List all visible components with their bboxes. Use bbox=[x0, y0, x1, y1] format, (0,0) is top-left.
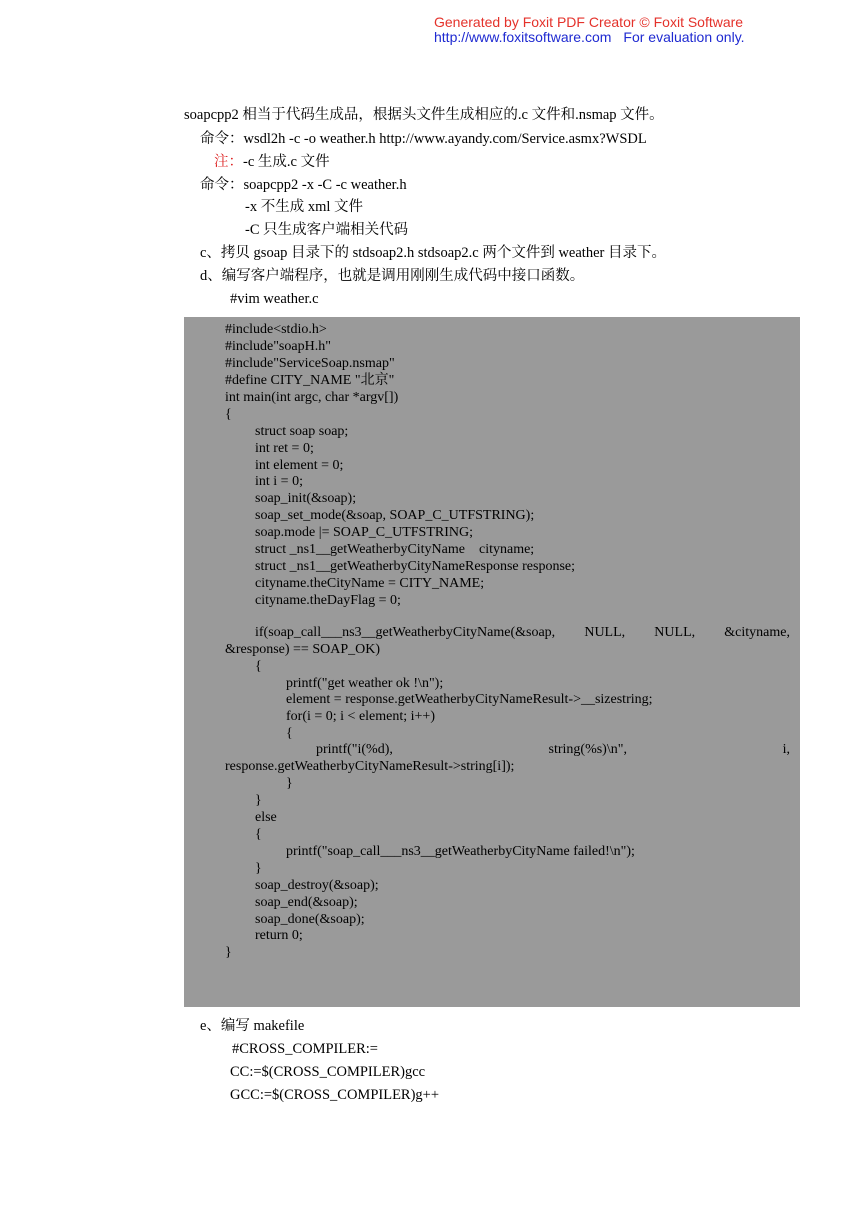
code-line: cityname.theCityName = CITY_NAME; bbox=[255, 576, 485, 591]
code-line: int main(int argc, char *argv[]) bbox=[225, 390, 399, 405]
watermark-note: For evaluation only. bbox=[623, 29, 745, 45]
note-line bbox=[214, 153, 330, 171]
watermark-url: http://www.foxitsoftware.com bbox=[434, 29, 612, 45]
makefile-line: GCC:=$(CROSS_COMPILER)g++ bbox=[230, 1087, 440, 1103]
code-line: soap_end(&soap); bbox=[255, 895, 358, 910]
intro-text: soapcpp2 相当于代码生成品，根据头文件生成相应的.c 文件和.nsmap 文件。 bbox=[184, 107, 664, 123]
code-line: { bbox=[255, 659, 262, 674]
code-block bbox=[184, 317, 800, 1007]
step-e: e、编写 makefile bbox=[200, 1018, 305, 1034]
note-text: -c 生成.c 文件 bbox=[243, 154, 330, 170]
code-line: int element = 0; bbox=[255, 458, 344, 473]
code-token: printf("i(%d), bbox=[316, 742, 393, 757]
cmd1-line bbox=[200, 130, 647, 148]
code-line: struct _ns1__getWeatherbyCityName cityname; bbox=[255, 542, 535, 557]
code-line: response.getWeatherbyCityNameResult->string[i]); bbox=[225, 759, 515, 774]
watermark-line2 bbox=[434, 30, 757, 45]
code-line: &response) == SOAP_OK) bbox=[225, 642, 381, 657]
code-token: NULL, bbox=[654, 625, 696, 640]
code-line: int ret = 0; bbox=[255, 441, 314, 456]
code-line: } bbox=[286, 776, 293, 791]
step-d: d、编写客户端程序，也就是调用刚刚生成代码中接口函数。 bbox=[200, 268, 585, 284]
code-line: soap_set_mode(&soap, SOAP_C_UTFSTRING); bbox=[255, 508, 535, 523]
code-line: soap_init(&soap); bbox=[255, 491, 357, 506]
code-line: struct _ns1__getWeatherbyCityNameResponse response; bbox=[255, 559, 576, 574]
code-line: soap.mode |= SOAP_C_UTFSTRING; bbox=[255, 525, 473, 540]
code-token: &cityname, bbox=[724, 625, 790, 640]
code-token: NULL, bbox=[584, 625, 626, 640]
code-line: struct soap soap; bbox=[255, 424, 349, 439]
code-line-justified bbox=[255, 625, 790, 642]
code-line: { bbox=[225, 407, 232, 422]
code-line: #include<stdio.h> bbox=[225, 322, 327, 337]
makefile-line: CC:=$(CROSS_COMPILER)gcc bbox=[230, 1064, 426, 1080]
code-line: } bbox=[255, 861, 262, 876]
code-line: else bbox=[255, 810, 277, 825]
code-token: if(soap_call___ns3__getWeatherbyCityName(&soap, bbox=[255, 625, 556, 640]
code-line: } bbox=[255, 793, 262, 808]
code-line: element = response.getWeatherbyCityNameResult->__sizestring; bbox=[286, 692, 653, 707]
option-x: -x 不生成 xml 文件 bbox=[245, 199, 364, 215]
cmd2-label: 命令： bbox=[200, 177, 244, 193]
watermark-line1: Generated by Foxit PDF Creator © Foxit Software bbox=[434, 14, 744, 30]
code-line: soap_destroy(&soap); bbox=[255, 878, 379, 893]
code-line: printf("get weather ok !\n"); bbox=[286, 676, 444, 691]
foxit-watermark bbox=[434, 15, 757, 45]
cmd1-label: 命令： bbox=[200, 131, 244, 147]
note-label: 注： bbox=[214, 154, 243, 170]
step-c: c、拷贝 gsoap 目录下的 stdsoap2.h stdsoap2.c 两个文件到 weather 目录下。 bbox=[200, 245, 666, 261]
code-line: } bbox=[225, 945, 232, 960]
code-line: #include"ServiceSoap.nsmap" bbox=[225, 356, 395, 371]
code-line-justified bbox=[316, 742, 790, 759]
cmd2-line bbox=[200, 176, 407, 194]
code-line: return 0; bbox=[255, 928, 303, 943]
code-line: { bbox=[286, 726, 293, 741]
code-line: int i = 0; bbox=[255, 474, 303, 489]
cmd1-command: wsdl2h -c -o weather.h http://www.ayandy.com/Service.asmx?WSDL bbox=[243, 131, 647, 147]
vim-command: #vim weather.c bbox=[230, 291, 319, 307]
code-line: cityname.theDayFlag = 0; bbox=[255, 593, 401, 608]
code-line: printf("soap_call___ns3__getWeatherbyCityName failed!\n"); bbox=[286, 844, 635, 859]
code-line: #include"soapH.h" bbox=[225, 339, 331, 354]
code-line: { bbox=[255, 827, 262, 842]
code-line: soap_done(&soap); bbox=[255, 912, 365, 927]
makefile-line: #CROSS_COMPILER:= bbox=[232, 1041, 378, 1057]
code-token: string(%s)\n", bbox=[548, 742, 627, 757]
code-line: #define CITY_NAME "北京" bbox=[225, 373, 395, 388]
option-C: -C 只生成客户端相关代码 bbox=[245, 222, 409, 238]
code-line: for(i = 0; i < element; i++) bbox=[286, 709, 435, 724]
code-token: i, bbox=[782, 742, 790, 757]
cmd2-command: soapcpp2 -x -C -c weather.h bbox=[243, 177, 407, 193]
